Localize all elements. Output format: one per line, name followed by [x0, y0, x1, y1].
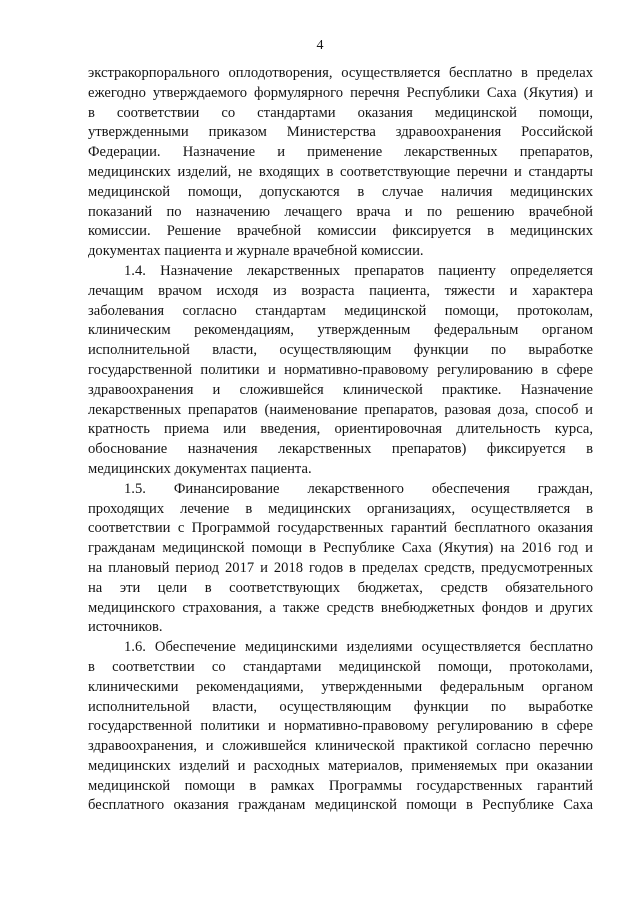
text-line: 1.4. Назначение лекарственных препаратов пациенту определяется — [124, 262, 593, 279]
text-line: в соответствии со стандартами оказания медицинской помощи, — [88, 104, 593, 121]
text-line: медицинской помощи, допускаются в случае наличия медицинских — [88, 183, 593, 200]
text-line: экстракорпорального оплодотворения, осуществляется бесплатно в пределах — [88, 65, 593, 81]
text-line: медицинского страхования, а также средств внебюджетных фондов и других — [88, 599, 593, 616]
text-line: показаний по назначению лечащего врача и по решению врачебной — [88, 203, 593, 220]
text-line: 1.6. Обеспечение медицинскими изделиями осуществляется бесплатно — [124, 639, 593, 656]
text-line: государственной политики и нормативно-правовому регулированию в сфере — [88, 361, 593, 378]
text-line: комиссии. Решение врачебной комиссии фиксируется в медицинских — [88, 223, 593, 240]
text-line: в соответствии со стандартами медицинской помощи, протоколами, — [88, 658, 593, 675]
text-line: медицинских документах пациента. — [88, 460, 312, 477]
paragraph — [88, 638, 593, 816]
text-line: на эти цели в соответствующих бюджетах, средств обязательного — [88, 579, 593, 596]
paragraph — [88, 480, 593, 638]
text-line: медицинской помощи в рамках Программы государственных гарантий — [88, 777, 593, 794]
text-line: гражданам медицинской помощи в Республике Саха (Якутия) на 2016 год и — [88, 540, 593, 557]
text-line: заболевания согласно стандартам медицинской помощи, протоколам, — [88, 302, 593, 319]
text-line: здравоохранения, и сложившейся клинической практикой согласно перечню — [88, 738, 593, 755]
text-line: лекарственных препаратов (наименование препаратов, разовая доза, способ и — [88, 401, 593, 418]
text-line: медицинских изделий, не входящих в соответствующие перечни и стандарты — [88, 163, 593, 180]
text-line: Федерации. Назначение и применение лекарственных препаратов, — [88, 144, 593, 161]
text-line: соответствии с Программой государственных гарантий бесплатного оказания — [88, 520, 593, 537]
text-line: исполнительной власти, осуществляющим функции по выработке — [88, 698, 593, 715]
text-line: документах пациента и журнале врачебной комиссии. — [88, 243, 424, 260]
text-line: обоснование назначения лекарственных препаратов) фиксируется в — [88, 441, 593, 458]
paragraph — [88, 262, 593, 480]
text-line: на плановый период 2017 и 2018 годов в пределах средств, предусмотренных — [88, 559, 593, 576]
text-line: государственной политики и нормативно-правовому регулированию в сфере — [88, 718, 593, 735]
text-line: клиническим рекомендациям, утвержденным федеральным органом — [88, 322, 593, 339]
text-line: здравоохранения и сложившейся клинической практике. Назначение — [88, 381, 593, 398]
document-body — [88, 64, 593, 816]
text-line: кратность приема или введения, ориентировочная длительность курса, — [88, 421, 593, 438]
text-line: клиническими рекомендациями, утвержденными федеральным органом — [88, 678, 593, 695]
text-line: ежегодно утверждаемого формулярного перечня Республики Саха (Якутия) и — [88, 84, 593, 101]
text-line: исполнительной власти, осуществляющим функции по выработке — [88, 342, 593, 359]
text-line: утвержденными приказом Министерства здравоохранения Российской — [88, 124, 593, 141]
text-line: проходящих лечение в медицинских организациях, осуществляется в — [88, 500, 593, 517]
page-number: 4 — [316, 38, 324, 53]
text-line: медицинских изделий и расходных материалов, применяемых при оказании — [88, 757, 593, 774]
text-line: бесплатного оказания гражданам медицинской помощи в Республике Саха — [88, 797, 593, 814]
text-line: лечащим врачом исходя из возраста пациента, тяжести и характера — [88, 282, 593, 299]
text-line: 1.5. Финансирование лекарственного обеспечения граждан, — [124, 480, 593, 497]
text-line: источников. — [88, 619, 163, 636]
paragraph — [88, 64, 593, 262]
